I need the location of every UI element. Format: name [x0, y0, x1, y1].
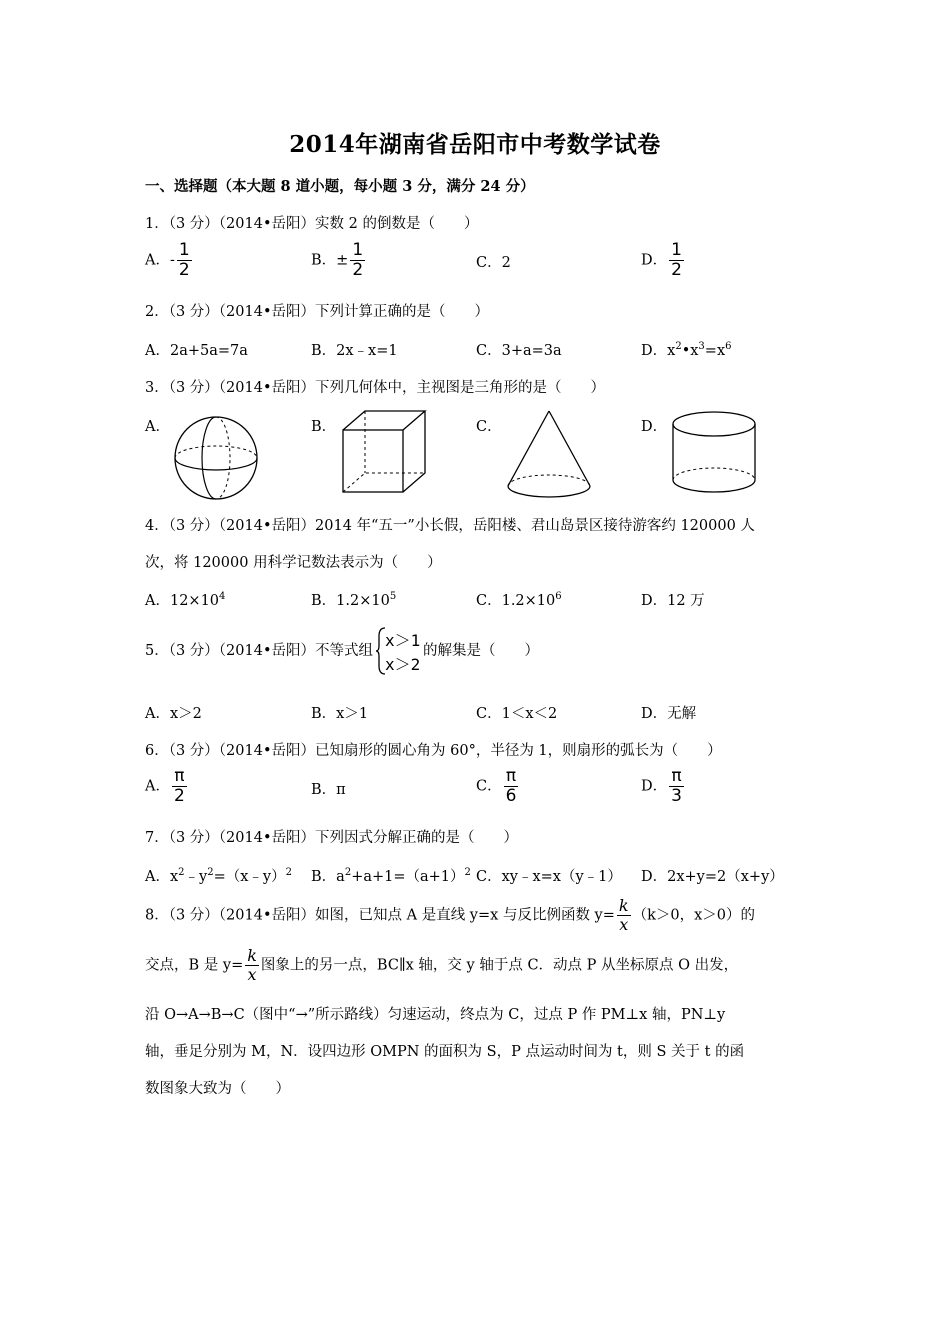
q2-option-b: B．2x﹣x=1 — [311, 343, 398, 359]
q3-option-d-label: D． — [641, 419, 668, 435]
q1-option-b: B．± $\frac{1}{2}$ — [311, 240, 364, 280]
q7-option-b: B．$a^2+a+1=(a+1)^2$ — [311, 867, 471, 885]
q4-option-b: B．$1.2\times 10^5$ — [311, 591, 397, 609]
cube-figure — [340, 408, 430, 498]
q3-option-c-label: C． — [476, 419, 502, 435]
q6-option-a: A． $\frac{\pi}{2}$ — [145, 766, 185, 806]
q5-option-a: A．x＞2 — [145, 706, 202, 722]
q7-option-d: D．2x+y=2（x+y） — [641, 869, 784, 885]
q4-option-d: D．12 万 — [641, 593, 705, 609]
inequality-system: x＞1 x＞2 — [375, 626, 421, 676]
q2-option-c: C．3+a=3a — [476, 343, 562, 359]
q7-option-a: A．$x^2﹣y^2=(x﹣y)^2$ — [145, 867, 293, 885]
q1-option-d: D． $\frac{1}{2}$ — [641, 240, 682, 280]
question-4-stem-line1: 4．（3 分）（2014•岳阳）2014 年“五一”小长假，岳阳楼、君山岛景区接待游客约 120000 人 — [145, 518, 755, 534]
q6-option-c: C． $\frac{\pi}{6}$ — [476, 766, 517, 806]
q7-option-c: C．xy﹣x=x（y﹣1） — [476, 869, 622, 885]
q5-option-c: C．1＜x＜2 — [476, 706, 558, 722]
question-1-stem: 1．（3 分）（2014•岳阳）实数 2 的倒数是（ ） — [145, 216, 479, 232]
q5-option-b: B．x＞1 — [311, 706, 369, 722]
cone-figure — [503, 408, 595, 500]
q6-option-b: B．π — [311, 782, 346, 798]
q1-option-a: A．- $\frac{1}{2}$ — [145, 240, 190, 280]
q6-option-d: D． $\frac{\pi}{3}$ — [641, 766, 682, 806]
sphere-figure — [172, 414, 262, 502]
page-title: 2014年湖南省岳阳市中考数学试卷 — [289, 131, 661, 158]
question-8-line2: 交点，B 是 y= $\frac{k}{x}$ 图象上的另一点，BC∥x 轴，交 y 轴于点 C．动点 P 从坐标原点 O 出发， — [145, 946, 739, 984]
question-6-stem: 6．（3 分）（2014•岳阳）已知扇形的圆心角为 60°，半径为 1，则扇形的弧长为（ ） — [145, 743, 722, 759]
question-8-line3: 沿 O→A→B→C（图中“→”所示路线）匀速运动，终点为 C，过点 P 作 PM⊥x 轴，PN⊥y — [145, 1007, 726, 1023]
question-8-line4: 轴，垂足分别为 M，N．设四边形 OMPN 的面积为 S，P 点运动时间为 t，则 S 关于 t 的函 — [145, 1044, 745, 1060]
q4-option-a: A．$12\times 10^4$ — [145, 591, 226, 609]
question-4-stem-line2: 次，将 120000 用科学记数法表示为（ ） — [145, 555, 442, 571]
section-heading: 一、选择题（本大题 8 道小题，每小题 3 分，满分 24 分） — [145, 178, 535, 195]
q2-option-a: A．2a+5a=7a — [145, 343, 248, 359]
question-8-line5: 数图象大致为（ ） — [145, 1081, 290, 1097]
question-3-stem: 3．（3 分）（2014•岳阳）下列几何体中，主视图是三角形的是（ ） — [145, 380, 606, 396]
q1-option-c: C．2 — [476, 255, 511, 271]
q5-option-d: D．无解 — [641, 706, 697, 722]
cylinder-figure — [669, 408, 759, 498]
question-5-stem: 5．（3 分）（2014•岳阳）不等式组 x＞1 x＞2 的解集是（ ） — [145, 626, 539, 676]
question-8-line1: 8．（3 分）（2014•岳阳）如图，已知点 A 是直线 y=x 与反比例函数 y= $\frac{k}{x}$ （k＞0，x＞0）的 — [145, 896, 756, 934]
q3-option-a-label: A． — [145, 419, 170, 435]
q4-option-c: C．$1.2\times 10^6$ — [476, 591, 562, 609]
q2-option-d: D．$x^2•x^3=x^6$ — [641, 341, 732, 359]
question-2-stem: 2．（3 分）（2014•岳阳）下列计算正确的是（ ） — [145, 304, 490, 320]
question-7-stem: 7．（3 分）（2014•岳阳）下列因式分解正确的是（ ） — [145, 830, 519, 846]
q3-option-b-label: B． — [311, 419, 337, 435]
